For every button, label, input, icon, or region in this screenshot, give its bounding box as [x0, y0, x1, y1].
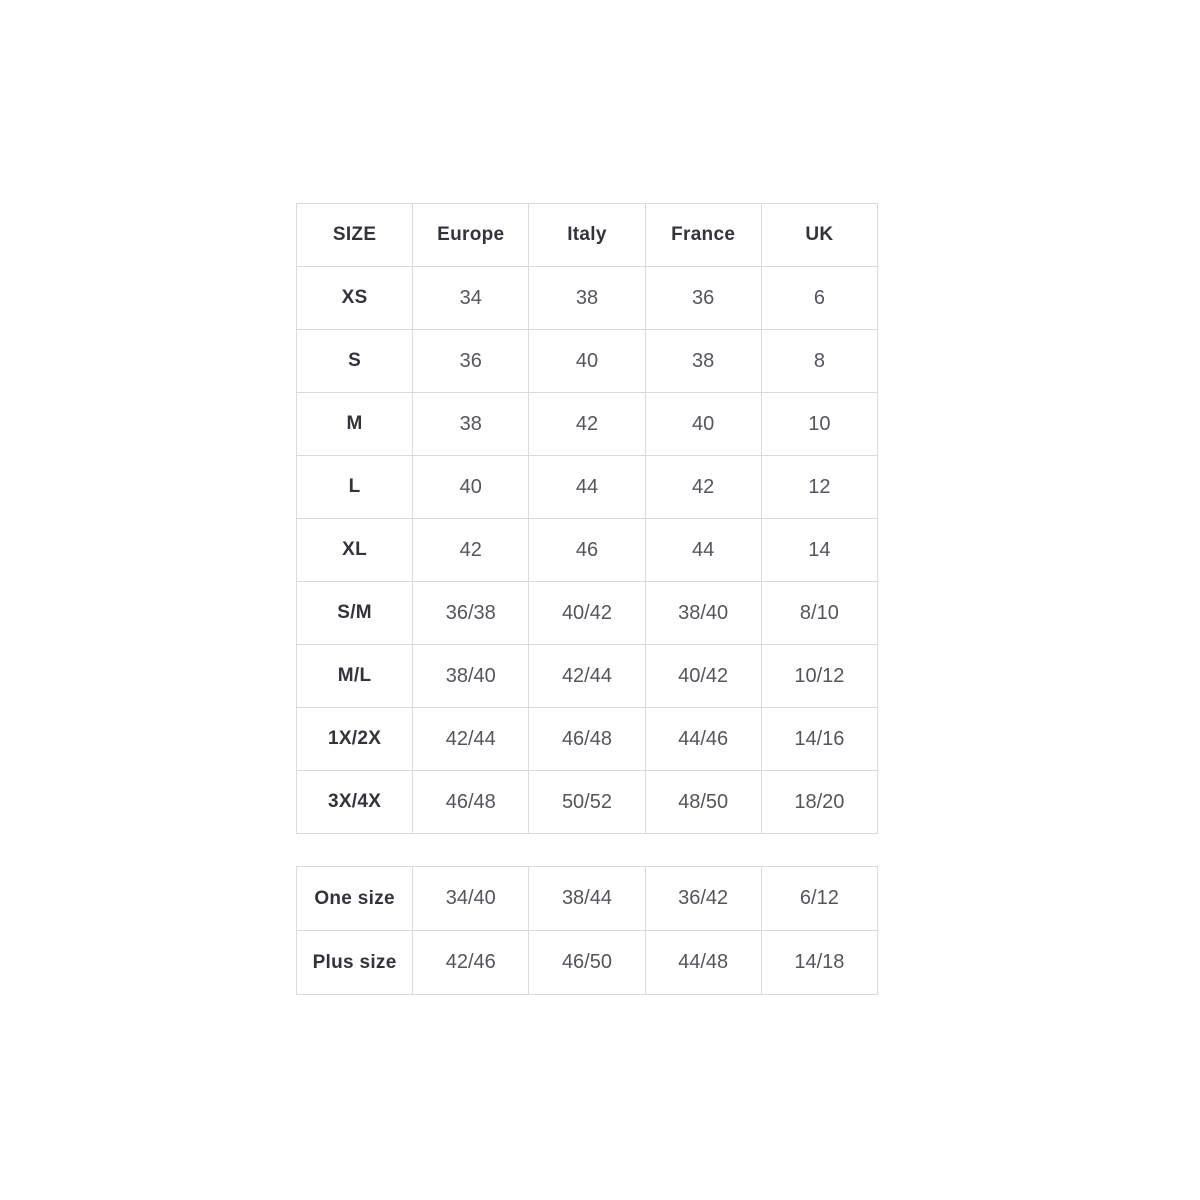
size-label-cell: XL [297, 519, 413, 582]
value-cell: 42 [529, 393, 645, 456]
header-cell: UK [761, 204, 877, 267]
value-cell: 38 [413, 393, 529, 456]
value-cell: 36 [413, 330, 529, 393]
value-cell: 44/48 [645, 931, 761, 995]
size-conversion-table-head [297, 204, 878, 267]
value-cell: 38/44 [529, 867, 645, 931]
header-row [297, 204, 878, 267]
size-label-cell: S/M [297, 582, 413, 645]
value-cell: 18/20 [761, 771, 877, 834]
value-cell: 44 [529, 456, 645, 519]
size-label-cell: XS [297, 267, 413, 330]
table-row [297, 708, 878, 771]
header-cell: France [645, 204, 761, 267]
special-sizes-table [296, 866, 878, 995]
value-cell: 42/44 [529, 645, 645, 708]
value-cell: 8 [761, 330, 877, 393]
value-cell: 36/38 [413, 582, 529, 645]
value-cell: 14 [761, 519, 877, 582]
size-label-cell: 1X/2X [297, 708, 413, 771]
value-cell: 40 [529, 330, 645, 393]
value-cell: 42 [413, 519, 529, 582]
value-cell: 38 [529, 267, 645, 330]
size-label-cell: 3X/4X [297, 771, 413, 834]
value-cell: 38/40 [413, 645, 529, 708]
value-cell: 14/16 [761, 708, 877, 771]
table-row [297, 267, 878, 330]
value-cell: 44/46 [645, 708, 761, 771]
table-row [297, 771, 878, 834]
table-row [297, 645, 878, 708]
value-cell: 34 [413, 267, 529, 330]
table-row [297, 582, 878, 645]
value-cell: 36 [645, 267, 761, 330]
value-cell: 6 [761, 267, 877, 330]
size-conversion-table [296, 203, 878, 834]
value-cell: 36/42 [645, 867, 761, 931]
table-row [297, 931, 878, 995]
value-cell: 44 [645, 519, 761, 582]
value-cell: 42 [645, 456, 761, 519]
value-cell: 50/52 [529, 771, 645, 834]
value-cell: 14/18 [761, 931, 877, 995]
size-label-cell: Plus size [297, 931, 413, 995]
size-conversion-table-body [297, 267, 878, 834]
value-cell: 10 [761, 393, 877, 456]
size-label-cell: L [297, 456, 413, 519]
size-label-cell: One size [297, 867, 413, 931]
table-row [297, 393, 878, 456]
table-row [297, 330, 878, 393]
size-label-cell: M [297, 393, 413, 456]
value-cell: 40/42 [529, 582, 645, 645]
value-cell: 40/42 [645, 645, 761, 708]
value-cell: 42/46 [413, 931, 529, 995]
header-cell: SIZE [297, 204, 413, 267]
header-cell: Europe [413, 204, 529, 267]
value-cell: 34/40 [413, 867, 529, 931]
value-cell: 8/10 [761, 582, 877, 645]
value-cell: 46/50 [529, 931, 645, 995]
value-cell: 38 [645, 330, 761, 393]
special-sizes-table-body [297, 867, 878, 995]
value-cell: 46 [529, 519, 645, 582]
value-cell: 6/12 [761, 867, 877, 931]
value-cell: 10/12 [761, 645, 877, 708]
header-cell: Italy [529, 204, 645, 267]
value-cell: 38/40 [645, 582, 761, 645]
value-cell: 12 [761, 456, 877, 519]
table-row [297, 867, 878, 931]
table-row [297, 519, 878, 582]
value-cell: 40 [413, 456, 529, 519]
table-row [297, 456, 878, 519]
value-cell: 48/50 [645, 771, 761, 834]
size-label-cell: S [297, 330, 413, 393]
value-cell: 46/48 [529, 708, 645, 771]
value-cell: 42/44 [413, 708, 529, 771]
size-label-cell: M/L [297, 645, 413, 708]
value-cell: 40 [645, 393, 761, 456]
size-chart-area [296, 203, 878, 995]
value-cell: 46/48 [413, 771, 529, 834]
